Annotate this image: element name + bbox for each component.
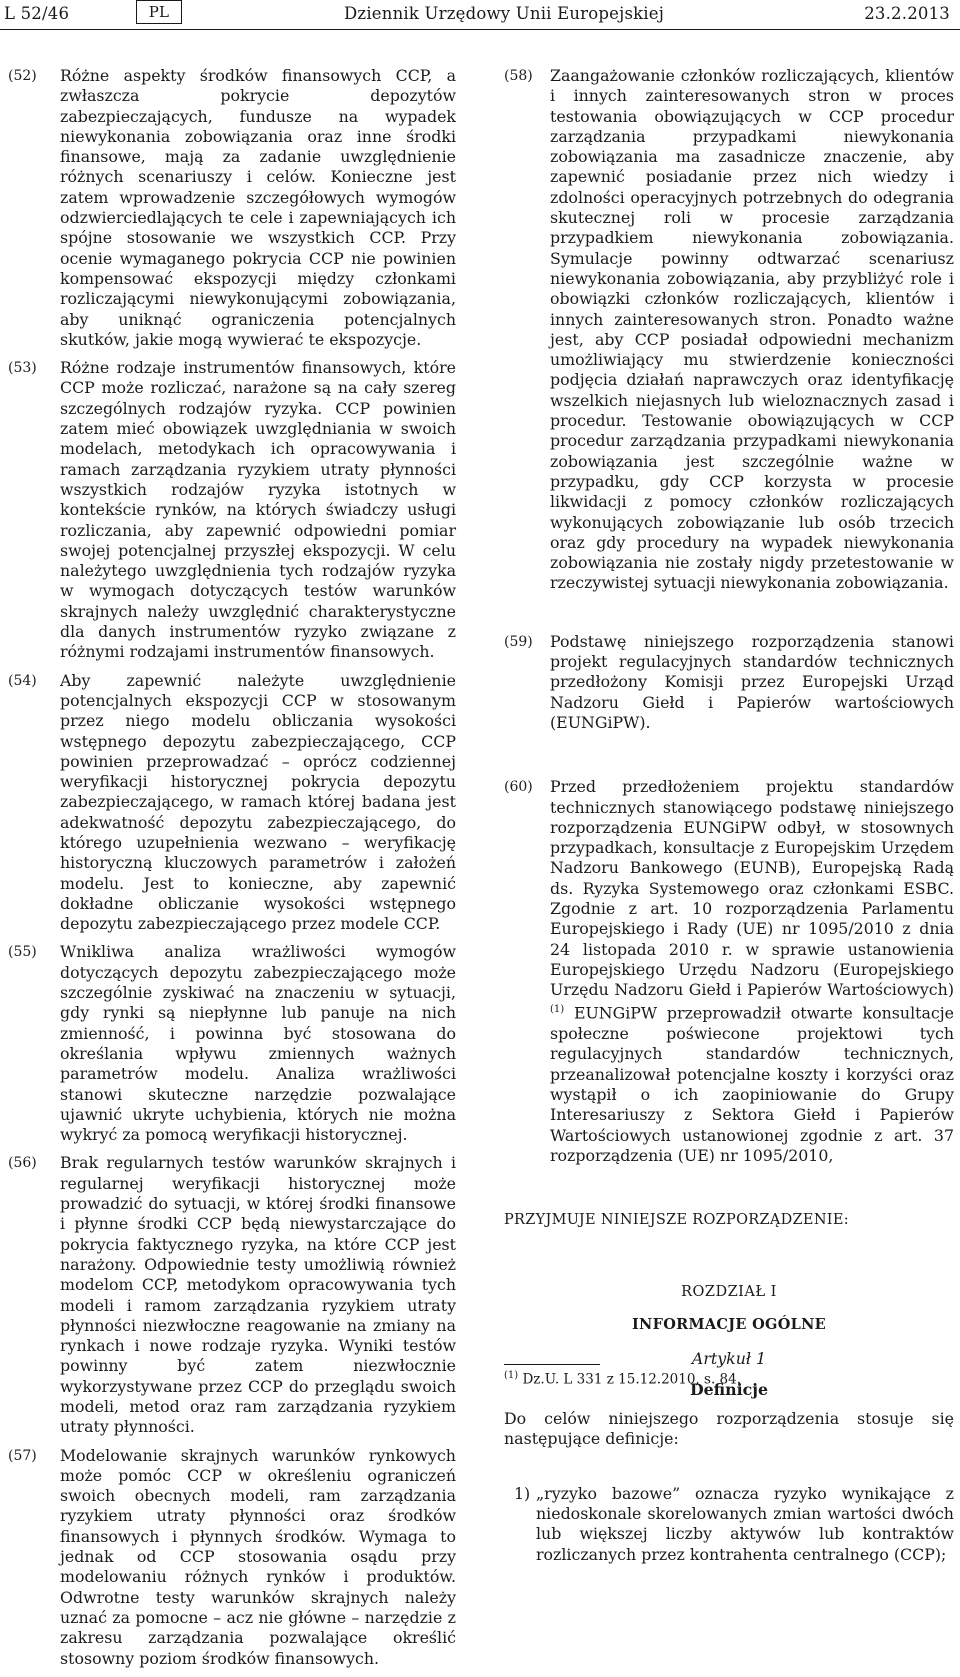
recital-number: (57) — [8, 1447, 37, 1464]
recital-number: (60) — [504, 779, 533, 796]
page-header — [0, 0, 960, 30]
recital-text-part-b: EUNGiPW przeprowadził otwarte konsultacje społeczne poświecone projektowi tych regulacyjnych standardów technicznych, przeanalizował potencjalne koszty i korzyści oraz wystąpił o ich zaopiniowanie do Grupy Interesariuszy z Sektora Giełd i Papierów Wartościowych ustanowionej zgodnie z art. 37 rozporządzenia (UE) nr 1095/2010, — [550, 1003, 954, 1165]
recital-number: (58) — [504, 68, 533, 84]
recital-text: Wnikliwa analiza wrażliwości wymogów dotyczących depozytu zabezpieczającego może szczególnie zyskiwać na znaczeniu w sytuacji, gdy rynki są niepłynne lub panuje na nich zmienność, i powinna być stosowana do określania wpływu zmiennych ważnych parametrów modelu. Analiza wrażliwości stanowi skuteczne narzędzie pozwalające ujawnić ukryte uchybienia, których nie można wykryć za pomocą weryfikacji historycznej. — [60, 942, 456, 1145]
recital-53 — [8, 358, 456, 662]
article-heading: Artykuł 1 — [691, 1349, 767, 1369]
recital-text: Modelowanie skrajnych warunków rynkowych może pomóc CCP w określeniu ograniczeń swoich obecnych modeli, ram zarządzania ryzykiem utraty płynności oraz środków finansowych i płynnych środków. Wymaga to jednak od CCP stosowania osądu przy modelowaniu różnych rynków i produktów. Odwrotne testy warunków skrajnych należy uznać za pomocne – acz nie główne – narzędzie z zakresu zarządzania pozwalające określić stosowny poziom środków finansowych. — [60, 1445, 456, 1668]
recital-58 — [504, 66, 954, 594]
left-column — [8, 66, 456, 1677]
definition-number: 1) — [514, 1483, 531, 1503]
recital-text: Różne aspekty środków finansowych CCP, a zwłaszcza pokrycie depozytów zabezpieczających, fundusze na wypadek niewykonania zobowiązania oraz inne środki finansowe, mają za zadanie uwzględnienie różnych scenariuszy i celów. Konieczne jest zatem wprowadzenie szczegółowych wymogów odzwierciedlających te cele i zapewniających ich spójne stosowanie we wszystkich CCP. Przy ocenie wymaganego pokrycia CCP nie powinien kompensować ekspozycji między członkami rozliczającymi niewykonującymi zobowiązania, aby uniknąć ograniczenia potencjalnych skutków, jakie mogą wywierać te ekspozycje. — [60, 66, 456, 349]
recital-number: (54) — [8, 672, 37, 689]
right-column — [504, 66, 954, 1565]
adoption-formula: PRZYJMUJE NINIEJSZE ROZPORZĄDZENIE: — [504, 1212, 849, 1229]
page-number: L 52/46 — [4, 4, 70, 23]
recital-57 — [8, 1446, 456, 1669]
recital-number: (59) — [504, 633, 533, 650]
recital-60 — [504, 777, 954, 1166]
article-intro: Do celów niniejszego rozporządzenia stosuje się następujące definicje: — [504, 1409, 954, 1449]
footnote-marker: (1) — [504, 1370, 519, 1381]
recital-text: Aby zapewnić należyte uwzględnienie potencjalnych ekspozycji CCP w stosowanym przez niego modelu obliczania wysokości wstępnego depozytu zabezpieczającego, CCP powinien przeprowadzać – oprócz codziennej weryfikacji historycznej pokrycia depozytu zabezpieczającego, w ramach której badana jest adekwatność depozytu zabezpieczającego, do którego uzupełnienia wezwano – weryfikację historyczną kluczowych parametrów i założeń modelu. Jest to konieczne, aby zapewnić dokładne obliczanie wysokości wstępnego depozytu zabezpieczającego przez modele CCP. — [60, 670, 456, 934]
recital-56 — [8, 1153, 456, 1437]
recital-number: (53) — [8, 360, 37, 377]
recital-54 — [8, 671, 456, 935]
recital-text: Zaangażowanie członków rozliczających, klientów i innych zainteresowanych stron w proces testowania obowiązujących w CCP procedur zarządzania przypadkami niewykonania zobowiązania ma zasadnicze znaczenie, aby zapewnić posiadanie przez nich wiedzy i zdolności operacyjnych potrzebnych do odegrania skutecznej roli w procesie zarządzania przypadkiem niewykonania zobowiązania. Symulacje powinny odtwarzać scenariusz niewykonania zobowiązania, aby przybliżyć role i obowiązki członków rozliczających, klientów i innych zainteresowanych stron. Ponadto ważne jest, aby CCP posiadał odpowiedni mechanizm umożliwiający mu stwierdzenie konieczności podjęcia działań naprawczych oraz identyfikację wszelkich niejasnych lub wieloznacznych zasad i procedur. Testowanie obowiązujących w CCP procedur zarządzania przypadkami niewykonania zobowiązania jest szczególnie ważne w przypadku, gdy CCP korzysta w procesie likwidacji z pomocy członków rozliczających wykonujących zobowiązanie lub osób trzecich oraz gdy procedury na wypadek niewykonania zobowiązania nie zostały nigdy przetestowanie w rzeczywistej sytuacji niewykonania zobowiązania. — [550, 66, 954, 593]
recital-59 — [504, 632, 954, 733]
recital-number: (56) — [8, 1155, 37, 1172]
language-badge: PL — [136, 0, 182, 24]
recital-text: Różne rodzaje instrumentów finansowych, które CCP może rozliczać, narażone są na cały szereg szczególnych rodzajów ryzyka. CCP powinien zatem mieć obowiązek uwzględniania w swoich modelach, metodykach ich opracowywania i ramach zarządzania ryzykiem utraty płynności wszystkich rodzajów ryzyka istotnych w kontekście rynków, na których świadczy usługi rozliczania, aby zapewnić odpowiedni pomiar swojej potencjalnej przyszłej ekspozycji. W celu należytego uwzględnienia tych rodzajów ryzyka w wymogach dotyczących testów warunków skrajnych należy uwzględnić charakterystyczne dla danych instrumentów ryzyko związane z różnymi rodzajami instrumentów finansowych. — [60, 358, 456, 662]
definition-item — [504, 1484, 954, 1565]
chapter-heading: ROZDZIAŁ I — [681, 1284, 777, 1301]
chapter-title: INFORMACJE OGÓLNE — [631, 1316, 827, 1334]
footnote-text: Dz.U. L 331 z 15.12.2010, s. 84. — [522, 1371, 741, 1388]
article-title: Definicje — [689, 1380, 769, 1400]
journal-title: Dziennik Urzędowy Unii Europejskiej — [344, 4, 665, 23]
definition-text: „ryzyko bazowe” oznacza ryzyko wynikające z niedoskonale skorelowanych zmian wartości dwóch lub większej liczby aktywów lub kontraktów rozliczanych przez kontrahenta centralnego (CCP); — [536, 1483, 954, 1564]
header-rule — [0, 29, 960, 30]
recital-number: (52) — [8, 68, 37, 84]
publication-date: 23.2.2013 — [864, 4, 950, 23]
recital-text: Brak regularnych testów warunków skrajnych i regularnej weryfikacji historycznej może prowadzić do sytuacji, w której środki finansowe i płynne środki CCP będą niewystarczające do pokrycia faktycznego ryzyka, na które CCP jest narażony. Odpowiednie testy umożliwią również modelom CCP, metodykom opracowywania tych modeli i ramom zarządzania ryzykiem utraty płynności niezwłoczne reagowanie na zmiany na rynkach i nowe rodzaje ryzyka. Wyniki testów powinny być zatem niezwłocznie wykorzystywane przez CCP do przeglądu swoich modeli, metod oraz ram zarządzania ryzykiem utraty płynności. — [60, 1153, 456, 1437]
recital-text: Podstawę niniejszego rozporządzenia stanowi projekt regulacyjnych standardów technicznych przedłożony Komisji przez Europejski Urząd Nadzoru Giełd i Papierów wartościowych (EUNGiPW). — [550, 631, 954, 732]
footnote — [504, 1370, 741, 1388]
recital-number: (55) — [8, 944, 37, 961]
footnote-rule — [504, 1364, 600, 1365]
recital-text-part-a: Przed przedłożeniem projektu standardów technicznych stanowiącego podstawę niniejszego rozporządzenia EUNGiPW odbył, w stosownych przypadkach, konsultacje z Europejskim Urzędem Nadzoru Bankowego (EUNB), Europejską Radą ds. Ryzyka Systemowego oraz członkami ESBC. Zgodnie z art. 10 rozporządzenia Parlamentu Europejskiego i Rady (UE) nr 1095/2010 z dnia 24 listopada 2010 r. w sprawie ustanowienia Europejskiego Urzędu Nadzoru (Europejskiego Urzędu Nadzoru Giełd i Papierów Wartościowych) — [550, 777, 954, 1000]
recital-52 — [8, 66, 456, 350]
recital-55 — [8, 942, 456, 1145]
footnote-reference[interactable]: (1) — [550, 1004, 565, 1016]
